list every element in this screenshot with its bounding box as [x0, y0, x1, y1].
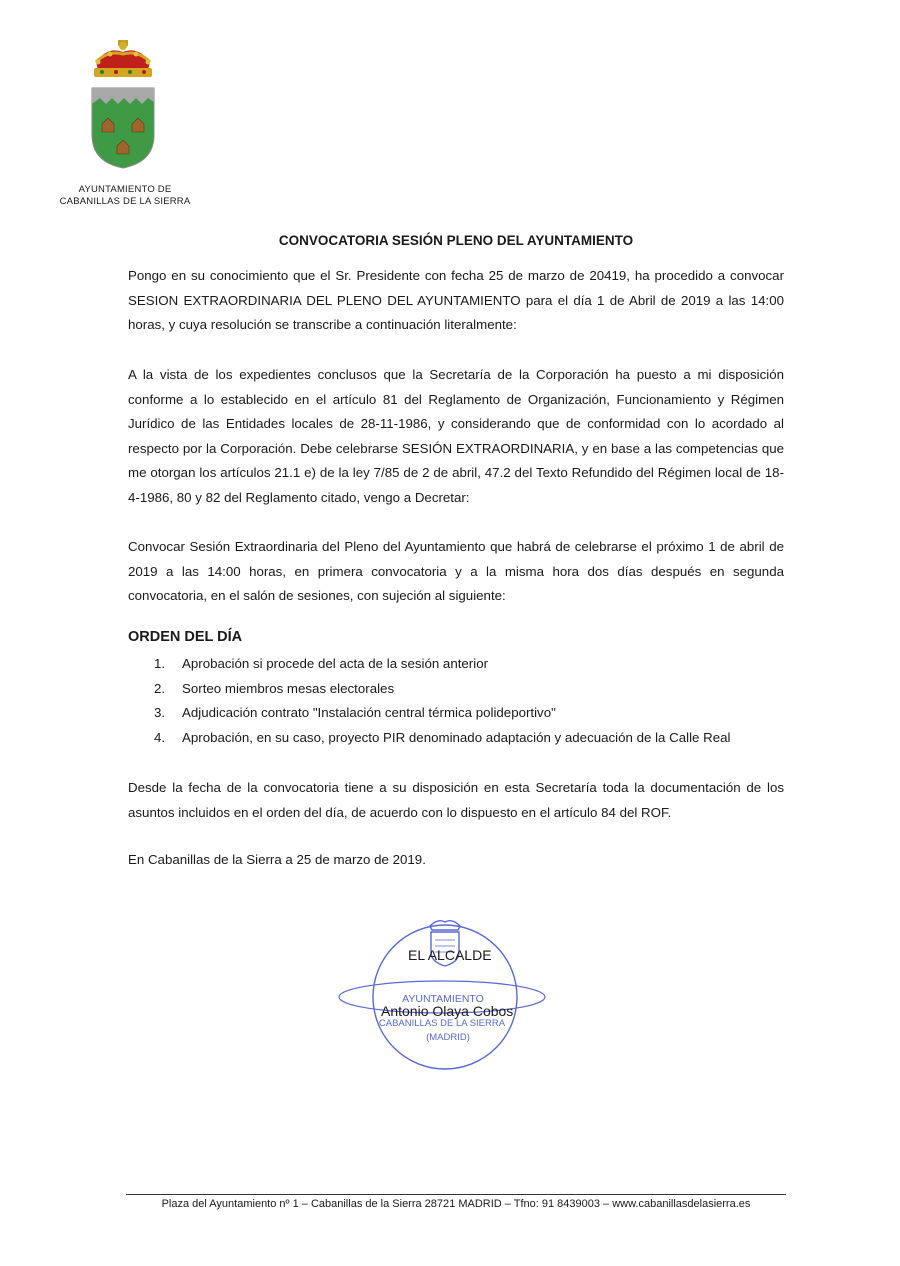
agenda-item — [128, 701, 808, 726]
paragraph-convocation: Convocar Sesión Extraordinaria del Pleno del Ayuntamiento que habrá de celebrarse el próximo 1 de abril de 2019 a las 14:00 horas, en primera convocatoria y a la misma hora dos días después en segunda convocatoria, en el salón de sesiones, con sujeción al siguiente: — [128, 539, 784, 603]
document-title: CONVOCATORIA SESIÓN PLENO DEL AYUNTAMIENTO — [278, 233, 634, 248]
agenda-item — [128, 726, 808, 751]
paragraph-intro: Pongo en su conocimiento que el Sr. Presidente con fecha 25 de marzo de 20419, ha procedido a convocar SESION EXTRAORDINARIA DEL PLENO DEL AYUNTAMIENTO para el día 1 de Abril de 2019 a las 14:00 horas, y cuya resolución se transcribe a continuación literalmente: — [128, 268, 784, 332]
stamp-text-line-2: CABANILLAS DE LA SIERRA — [378, 1018, 506, 1029]
agenda-item — [128, 652, 808, 677]
agenda-item-text: Aprobación, en su caso, proyecto PIR denominado adaptación y adecuación de la Calle Real — [182, 729, 731, 745]
agenda-item-text: Adjudicación contrato "Instalación central térmica polideportivo" — [182, 705, 556, 720]
signature-title: EL ALCALDE — [408, 947, 492, 963]
footer-divider — [126, 1194, 786, 1195]
agenda-item-number: 2. — [154, 680, 166, 696]
agenda-item-text: Sorteo miembros mesas electorales — [182, 680, 395, 696]
paragraph-resolution: A la vista de los expedientes conclusos que la Secretaría de la Corporación ha puesto a mi disposición conforme a lo establecido en el artículo 81 del Reglamento de Organización, Funcionamiento y Régimen Jurídico de las Entidades locales de 28-11-1986, y considerando que de conformidad con lo acordado al respecto por la Corporación. Debe celebrarse SESIÓN EXTRAORDINARIA, y en base a las competencias que me otorgan los artículos 21.1 e) de la ley 7/85 de 2 de abril, 47.2 del Texto Refundido del Régimen local de 18-4-1986, 80 y 82 del Reglamento citado, vengo a Decretar: — [128, 367, 784, 505]
stamp-text-line-1: AYUNTAMIENTO — [402, 993, 484, 1005]
stamp-text-line-3: (MADRID) — [426, 1032, 470, 1043]
agenda-item-number: 3. — [154, 705, 166, 720]
footer-address: Plaza del Ayuntamiento nº 1 – Cabanillas de la Sierra 28721 MADRID – Tfno: 91 8439003 – www.cabanillasdelasierra.es — [161, 1198, 751, 1210]
agenda-list — [128, 652, 808, 750]
agenda-item-number: 1. — [154, 656, 166, 671]
organization-name — [40, 184, 210, 208]
org-name-line-1: AYUNTAMIENTO DE — [78, 184, 172, 195]
coat-of-arms-icon — [88, 40, 158, 170]
paragraph-place-date: En Cabanillas de la Sierra a 25 de marzo de 2019. — [128, 852, 426, 867]
agenda-title: ORDEN DEL DÍA — [128, 629, 243, 645]
official-stamp-icon — [330, 900, 560, 1090]
agenda-item-number: 4. — [154, 729, 166, 745]
agenda-item-text: Aprobación si procede del acta de la sesión anterior — [182, 656, 489, 671]
signature-name: Antonio Olaya Cobos — [381, 1003, 514, 1019]
agenda-item — [128, 677, 808, 702]
paragraph-documentation: Desde la fecha de la convocatoria tiene a su disposición en esta Secretaría toda la documentación de los asuntos incluidos en el orden del día, de acuerdo con lo dispuesto en el artículo 84 del ROF. — [128, 780, 784, 820]
org-name-line-2: CABANILLAS DE LA SIERRA — [59, 196, 191, 207]
